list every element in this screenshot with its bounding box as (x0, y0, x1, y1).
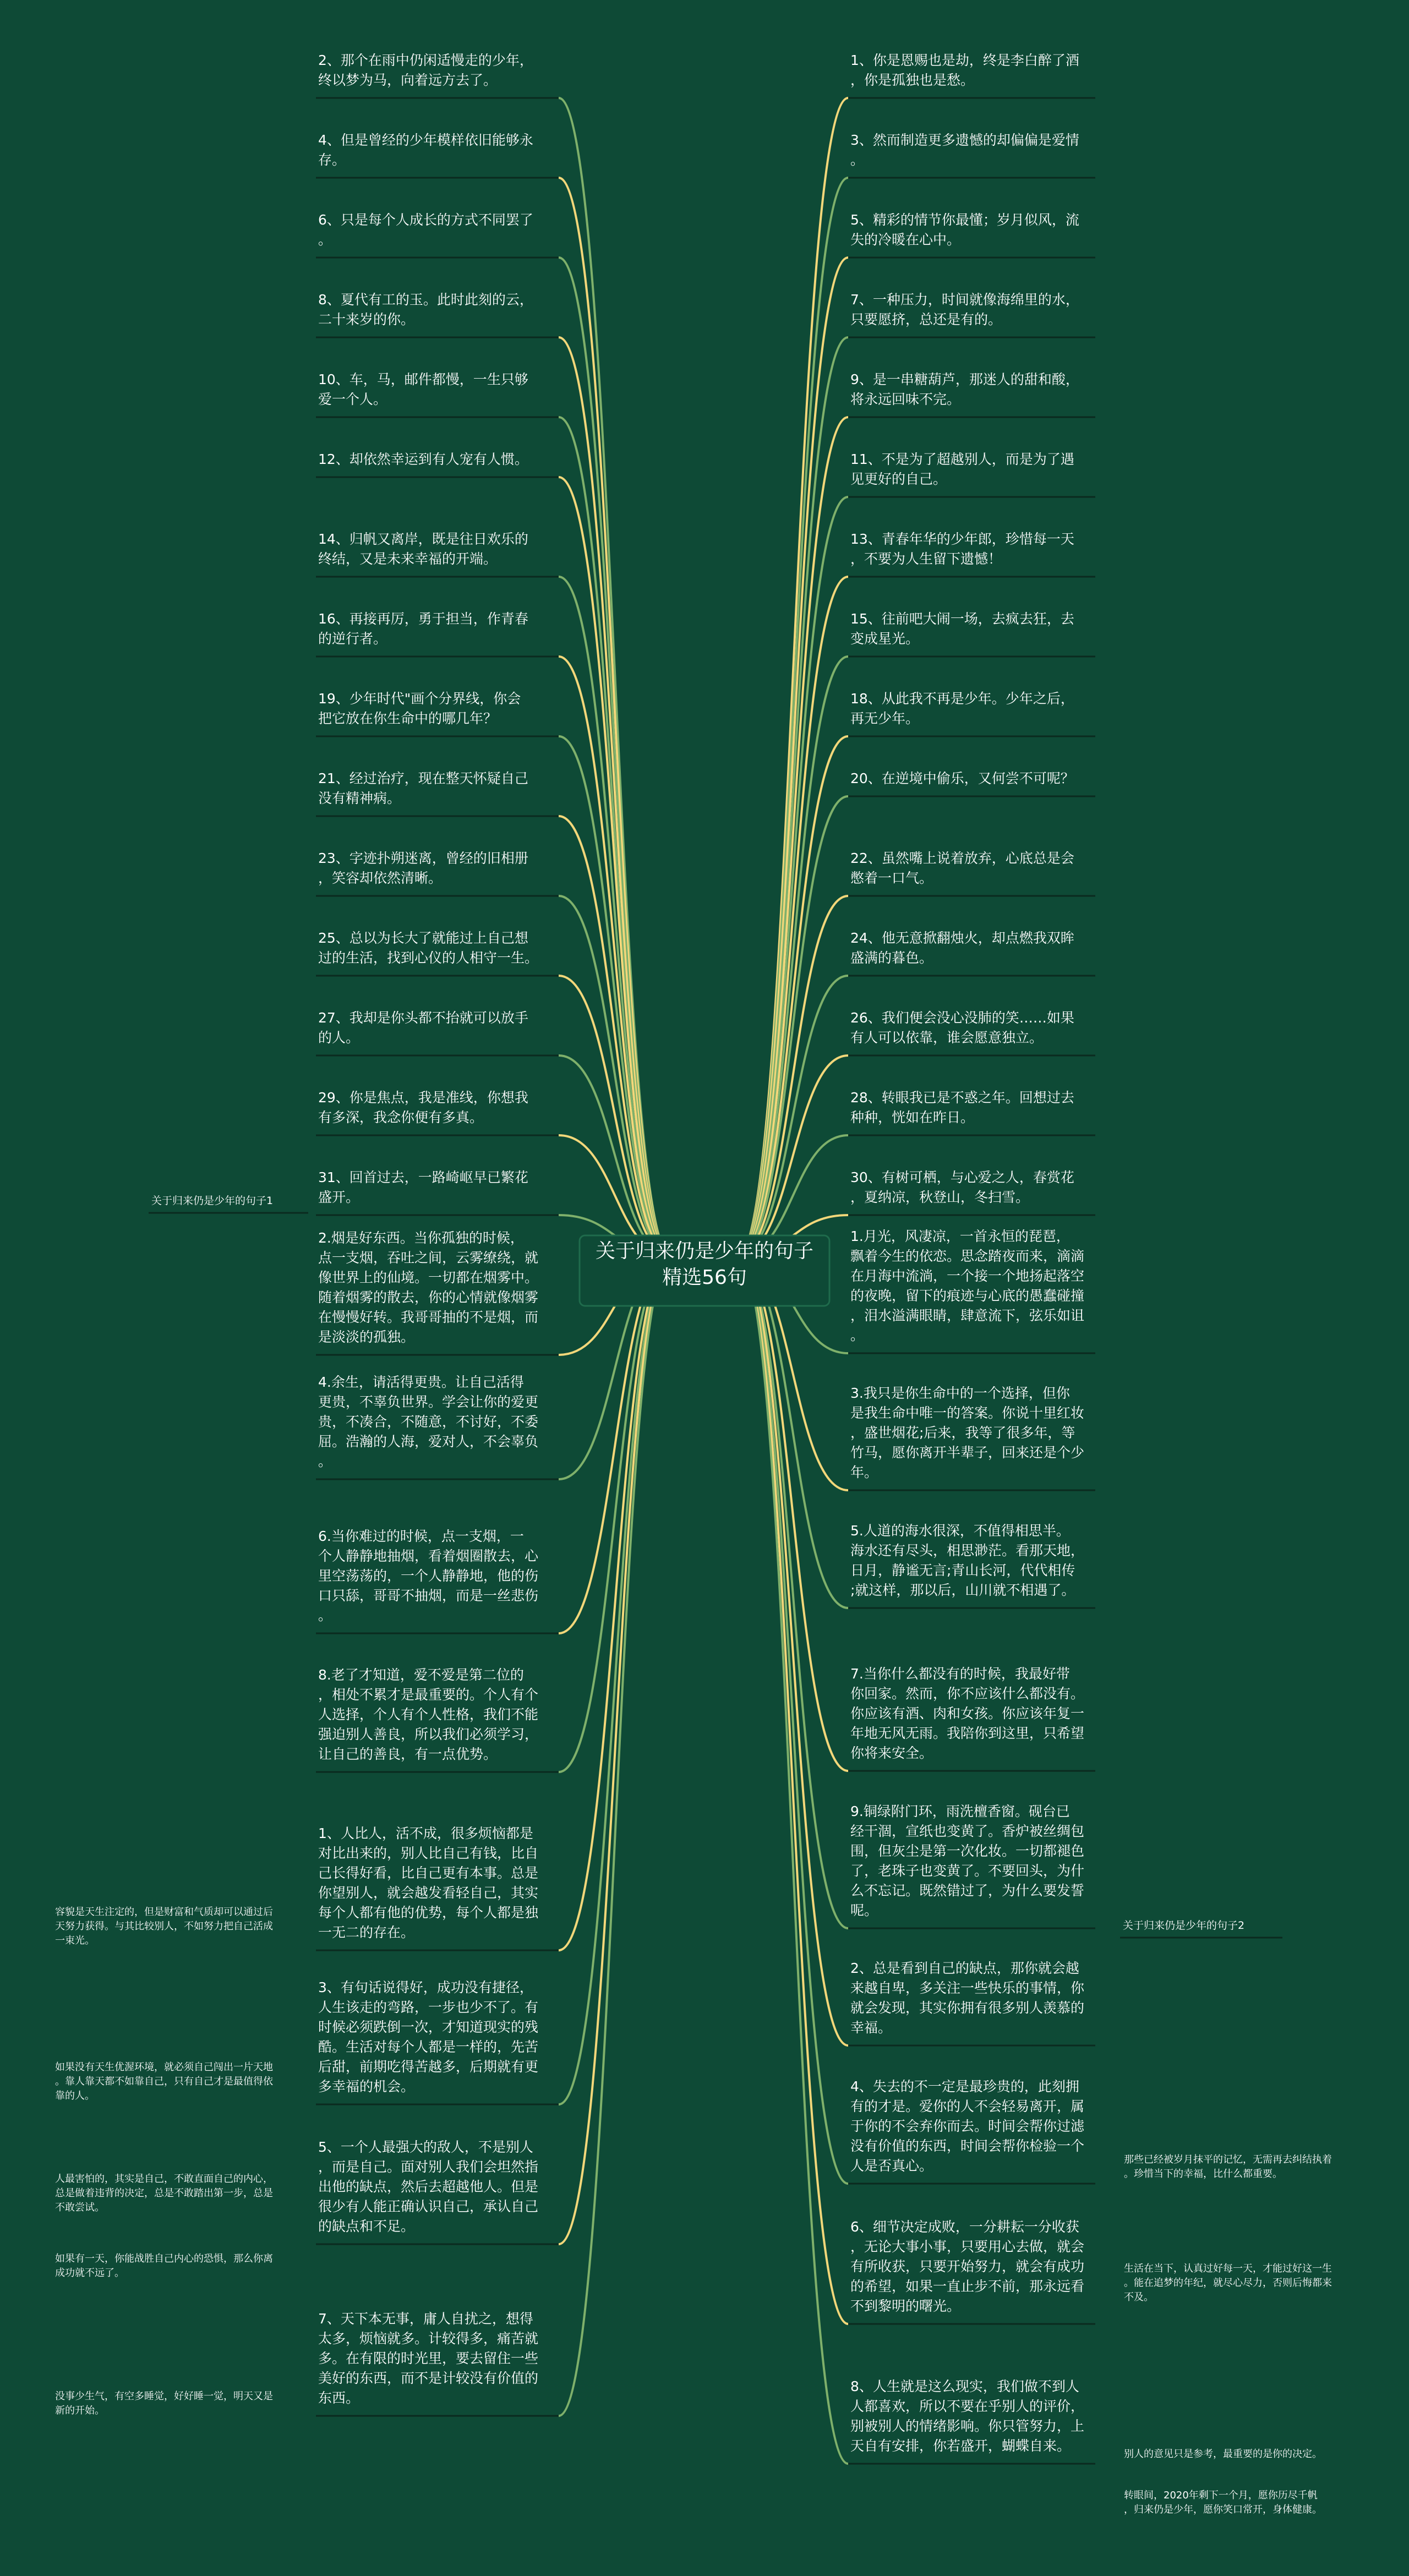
right-node-19[interactable] (848, 1666, 1095, 1771)
right-node-10[interactable] (848, 770, 1095, 796)
left-node-10[interactable] (316, 770, 559, 816)
left-node-1-text: 2、那个在雨中仍闲适慢走的少年，终以梦为马，向着远方去了。 (318, 52, 533, 88)
right-node-3[interactable] (848, 212, 1095, 258)
right-node-20[interactable] (848, 1803, 1095, 1928)
right-node-22-text: 4、失去的不一定是最珍贵的，此刻拥有的才是。爱你的人不会轻易离开，属于你的不会弃你而去。时间会帮你过滤没有价值的东西，时间会帮你检验一个人是否真心。 (850, 2079, 1085, 2174)
right-node-23[interactable] (848, 2219, 1095, 2324)
right-node-14[interactable] (848, 1090, 1095, 1135)
right-node-18[interactable] (848, 1523, 1095, 1608)
right-node-7-text: 13、青春年华的少年郎，珍惜每一天，不要为人生留下遗憾！ (850, 531, 1074, 567)
left-connector-2 (559, 178, 671, 1256)
svg-text:那些已经被岁月抹平的记忆，无需再去纠结执着。珍惜当下的幸福，: 那些已经被岁月抹平的记忆，无需再去纠结执着。珍惜当下的幸福，比什么都重要。 (1124, 2154, 1332, 2180)
right-node-9-text: 18、从此我不再是少年。少年之后，再无少年。 (850, 691, 1074, 726)
left-node-19-text: 8.老了才知道，爱不爱是第二位的，相处不累才是最重要的。个人有个人选择，个人有个人性格，我们不能强迫别人善良，所以我们必须学习，让自己的善良，有一点优势。 (318, 1667, 539, 1762)
right-node-18-text: 5.人道的海水很深，不值得相思半。海水还有尽头，相思渺茫。看那天地，日月，静谧无言;青山长河，代代相传;就这样，那以后，山川就不相遇了。 (850, 1523, 1085, 1598)
right-node-1-text: 1、你是恩赐也是劫，终是李白醉了酒，你是孤独也是愁。 (850, 52, 1079, 88)
left-node-15[interactable] (316, 1169, 559, 1215)
right-node-9[interactable] (848, 691, 1095, 736)
root-node[interactable] (580, 1235, 829, 1306)
left-connector-5 (559, 417, 671, 1256)
svg-text:人最害怕的，其实是自己，不敢直面自己的内心，总是做着违背的决: 人最害怕的，其实是自己，不敢直面自己的内心，总是做着违背的决定，总是不敢踏出第一步，总是不敢尝试。 (55, 2173, 273, 2213)
right-node-20-text: 9.铜绿附门环，雨洗檀香窗。砚台已经干涸，宣纸也变黄了。香炉被丝绸包围，但灰尘是第一次化妆。一切都褪色了，老珠子也变黄了。不要回头，为什么不忘记。既然错过了，为什么要发誓呢。 (850, 1803, 1085, 1918)
left-connector-23 (559, 1256, 671, 2416)
left-node-5[interactable] (316, 371, 559, 417)
right-node-8-text: 15、往前吧大闹一场，去疯去狂，去变成星光。 (850, 611, 1074, 647)
right-side-note-2 (1124, 2263, 1332, 2303)
right-side-note-4 (1124, 2489, 1322, 2515)
left-node-3[interactable] (316, 212, 559, 258)
right-node-17[interactable] (848, 1385, 1095, 1490)
right-node-17-text: 3.我只是你生命中的一个选择，但你是我生命中唯一的答案。你说十里红妆，盛世烟花;后来，我等了很多年，等竹马，愿你离开半辈子，回来还是个少年。 (850, 1385, 1085, 1480)
left-node-12-text: 25、总以为长大了就能过上自己想过的生活，找到心仪的人相守一生。 (318, 930, 539, 966)
right-connector-18 (738, 1256, 848, 1608)
left-node-18-text: 6.当你难过的时候，点一支烟，一个人静静地抽烟，看着烟圈散去，心里空荡荡的，一个人静静地，他的伤口只舔，哥哥不抽烟，而是一丝悲伤。 (318, 1528, 539, 1623)
right-connector-22 (738, 1256, 848, 2184)
left-node-7-text: 14、归帆又离岸，既是往日欢乐的终结，又是未来幸福的开端。 (318, 531, 528, 567)
right-node-15[interactable] (848, 1169, 1095, 1215)
left-node-4-text: 8、夏代有工的玉。此时此刻的云，二十来岁的你。 (318, 292, 533, 327)
right-node-24-text: 8、人生就是这么现实，我们做不到人人都喜欢，所以不要在乎别人的评价，别被别人的情绪影响。你只管努力，上天自有安排，你若盛开，蝴蝶自来。 (850, 2378, 1085, 2454)
right-node-21[interactable] (848, 1960, 1095, 2046)
left-node-22[interactable] (316, 2139, 559, 2244)
right-side-note-3 (1124, 2448, 1322, 2460)
left-node-18[interactable] (316, 1528, 559, 1633)
left-node-8[interactable] (316, 611, 559, 657)
left-node-19[interactable] (316, 1667, 559, 1772)
right-section-label[interactable]: 关于归来仍是少年的句子2 (1123, 1919, 1245, 1932)
right-connector-6 (738, 497, 848, 1256)
left-side-note-4 (55, 2253, 273, 2279)
left-node-9-text: 19、少年时代"画个分界线，你会把它放在你生命中的哪几年？ (318, 691, 521, 726)
right-node-4[interactable] (848, 292, 1095, 337)
right-node-16[interactable] (848, 1228, 1095, 1353)
right-node-10-text: 20、在逆境中偷乐，又何尝不可呢？ (850, 770, 1074, 786)
right-connector-23 (738, 1256, 848, 2324)
left-node-21[interactable] (316, 1979, 559, 2104)
right-connector-19 (738, 1256, 848, 1771)
right-node-19-text: 7.当你什么都没有的时候，我最好带你回家。然而，你不应该什么都没有。你应该有酒、肉和女孩。你应该年复一年地无风无雨。我陪你到这里，只希望你将来安全。 (850, 1666, 1085, 1761)
right-node-14-text: 28、转眼我已是不惑之年。回想过去种种，恍如在昨日。 (850, 1090, 1074, 1125)
right-node-22[interactable] (848, 2079, 1095, 2184)
right-node-6-text: 11、不是为了超越别人，而是为了遇见更好的自己。 (850, 451, 1074, 487)
left-node-14-text: 29、你是焦点，我是准线，你想我有多深，我念你便有多真。 (318, 1090, 528, 1125)
right-node-12-text: 24、他无意掀翻烛火，却点燃我双眸盛满的暮色。 (850, 930, 1074, 966)
right-node-16-text: 1.月光，风凄凉，一首永恒的琵琶，飘着今生的依恋。思念踏夜而来，滴滴在月海中流淌，一个接一个地扬起落空的夜晚，留下的痕迹与心底的愚蠢碰撞，泪水溢满眼睛，肆意流下，弦乐如诅。 (850, 1228, 1085, 1343)
left-node-13-text: 27、我却是你头都不抬就可以放手的人。 (318, 1010, 528, 1046)
right-node-13[interactable] (848, 1010, 1095, 1055)
left-node-5-text: 10、车，马，邮件都慢，一生只够爱一个人。 (318, 371, 528, 407)
svg-text:别人的意见只是参考，最重要的是你的决定。: 别人的意见只是参考，最重要的是你的决定。 (1124, 2448, 1322, 2460)
right-node-3-text: 5、精彩的情节你最懂；岁月似风，流失的冷暖在心中。 (850, 212, 1079, 248)
left-node-21-text: 3、有句话说得好，成功没有捷径，人生该走的弯路，一步也少不了。有时候必须跌倒一次，才知道现实的残酷。生活对每个人都是一样的，先苦后甜，前期吃得苦越多，后期就有更多幸福的机会。 (318, 1979, 539, 2094)
right-node-4-text: 7、一种压力，时间就像海绵里的水，只要愿挤，总还是有的。 (850, 292, 1079, 327)
right-node-12[interactable] (848, 930, 1095, 976)
left-node-17[interactable] (316, 1374, 559, 1479)
left-node-16[interactable] (316, 1230, 559, 1355)
root-title: 关于归来仍是少年的句子精选56句 (595, 1240, 814, 1289)
right-connector-5 (738, 417, 848, 1256)
svg-text:生活在当下，认真过好每一天，才能过好这一生。能在追梦的年纪，: 生活在当下，认真过好每一天，才能过好这一生。能在追梦的年纪，就尽心尽力，否则后悔都来不及。 (1124, 2263, 1332, 2303)
left-connector-21 (559, 1256, 671, 2104)
right-connector-20 (738, 1256, 848, 1928)
right-node-13-text: 26、我们便会没心没肺的笑……如果有人可以依靠，谁会愿意独立。 (850, 1010, 1074, 1046)
right-node-24[interactable] (848, 2378, 1095, 2464)
right-node-11[interactable] (848, 850, 1095, 896)
left-node-23-text: 7、天下本无事，庸人自扰之，想得太多，烦恼就多。计较得多，痛苦就多。在有限的时光里，要去留住一些美好的东西，而不是计较没有价值的东西。 (318, 2311, 539, 2406)
left-connector-22 (559, 1256, 671, 2244)
left-node-17-text: 4.余生，请活得更贵。让自己活得更贵，不辜负世界。学会让你的爱更贵，不凑合，不随意，不讨好，不委屈。浩瀚的人海，爱对人，不会辜负。 (318, 1374, 539, 1469)
left-node-11[interactable] (316, 850, 559, 896)
left-node-4[interactable] (316, 292, 559, 337)
svg-text:如果没有天生优渥环境，就必须自己闯出一片天地。靠人靠天都不如: 如果没有天生优渥环境，就必须自己闯出一片天地。靠人靠天都不如靠自己，只有自己才是最值得依靠的人。 (55, 2061, 273, 2102)
right-node-6[interactable] (848, 451, 1095, 497)
left-side-note-2 (55, 2061, 273, 2102)
svg-text:容貌是天生注定的，但是财富和气质却可以通过后天努力获得。与其: 容貌是天生注定的，但是财富和气质却可以通过后天努力获得。与其比较别人，不如努力把自己活成一束光。 (55, 1906, 273, 1946)
left-node-10-text: 21、经过治疗，现在整天怀疑自己没有精神病。 (318, 770, 528, 806)
left-side-note-3 (55, 2173, 273, 2213)
left-section-label[interactable]: 关于归来仍是少年的句子1 (151, 1195, 274, 1207)
left-side-note-5 (55, 2391, 273, 2416)
svg-text:转眼间，2020年剩下一个月，愿你历尽千帆，归来仍是少年，愿: 转眼间，2020年剩下一个月，愿你历尽千帆，归来仍是少年，愿你笑口常开，身体健康。 (1124, 2490, 1322, 2515)
left-node-2[interactable] (316, 132, 559, 178)
right-node-11-text: 22、虽然嘴上说着放弃，心底总是会憋着一口气。 (850, 850, 1074, 886)
left-node-23[interactable] (316, 2311, 559, 2416)
left-node-20[interactable] (316, 1825, 559, 1950)
right-node-2-text: 3、然而制造更多遗憾的却偏偏是爱情。 (850, 132, 1079, 168)
left-node-16-text: 2.烟是好东西。当你孤独的时候，点一支烟，吞吐之间，云雾缭绕，就像世界上的仙境。一切都在烟雾中。随着烟雾的散去，你的心情就像烟雾在慢慢好转。我哥哥抽的不是烟，而是淡淡的孤独。 (318, 1230, 539, 1345)
right-node-8[interactable] (848, 611, 1095, 657)
svg-text:没事少生气，有空多睡觉，好好睡一觉，明天又是新的开始。: 没事少生气，有空多睡觉，好好睡一觉，明天又是新的开始。 (55, 2391, 273, 2416)
left-side-note-1 (55, 1906, 273, 1946)
right-node-23-text: 6、细节决定成败，一分耕耘一分收获，无论大事小事，只要用心去做，就会有所收获，只要开始努力，就会有成功的希望，如果一直止步不前，那永远看不到黎明的曙光。 (850, 2219, 1085, 2314)
right-node-7[interactable] (848, 531, 1095, 577)
left-node-7[interactable] (316, 531, 559, 577)
svg-text:如果有一天，你能战胜自己内心的恐惧，那么你离成功就不远了。: 如果有一天，你能战胜自己内心的恐惧，那么你离成功就不远了。 (55, 2253, 273, 2279)
left-node-1[interactable] (316, 52, 559, 98)
left-node-15-text: 31、回首过去，一路崎岖早已繁花盛开。 (318, 1169, 528, 1205)
left-node-3-text: 6、只是每个人成长的方式不同罢了。 (318, 212, 533, 248)
left-connector-18 (559, 1256, 671, 1633)
left-node-22-text: 5、一个人最强大的敌人，不是别人，而是自己。面对别人我们会坦然指出他的缺点，然后去超越他人。但是很少有人能正确认识自己，承认自己的缺点和不足。 (318, 2139, 539, 2234)
left-node-12[interactable] (316, 930, 559, 976)
left-node-9[interactable] (316, 691, 559, 736)
right-node-5-text: 9、是一串糖葫芦，那迷人的甜和酸，将永远回味不完。 (850, 371, 1079, 407)
left-node-2-text: 4、但是曾经的少年模样依旧能够永存。 (318, 132, 533, 168)
right-node-15-text: 30、有树可栖，与心爱之人，春赏花，夏纳凉，秋登山，冬扫雪。 (850, 1169, 1074, 1205)
left-node-6[interactable] (316, 451, 559, 477)
right-connector-2 (738, 178, 848, 1256)
right-node-2[interactable] (848, 132, 1095, 178)
left-node-13[interactable] (316, 1010, 559, 1055)
left-node-8-text: 16、再接再厉，勇于担当，作青春的逆行者。 (318, 611, 528, 647)
left-node-11-text: 23、字迹扑朔迷离，曾经的旧相册，笑容却依然清晰。 (318, 850, 528, 886)
right-side-note-1 (1124, 2154, 1332, 2180)
right-node-21-text: 2、总是看到自己的缺点，那你就会越来越自卑，多关注一些快乐的事情，你就会发现，其实你拥有很多别人羡慕的幸福。 (850, 1960, 1085, 2036)
left-connector-10 (559, 816, 671, 1256)
right-node-5[interactable] (848, 371, 1095, 417)
right-node-1[interactable] (848, 52, 1095, 98)
left-node-6-text: 12、却依然幸运到有人宠有人惯。 (318, 451, 528, 467)
left-node-14[interactable] (316, 1090, 559, 1135)
left-node-20-text: 1、人比人，活不成，很多烦恼都是对比出来的，别人比自己有钱，比自己长得好看，比自己更有本事。总是你望别人，就会越发看轻自己，其实每个人都有他的优势，每个人都是独一无二的存在。 (318, 1825, 539, 1940)
